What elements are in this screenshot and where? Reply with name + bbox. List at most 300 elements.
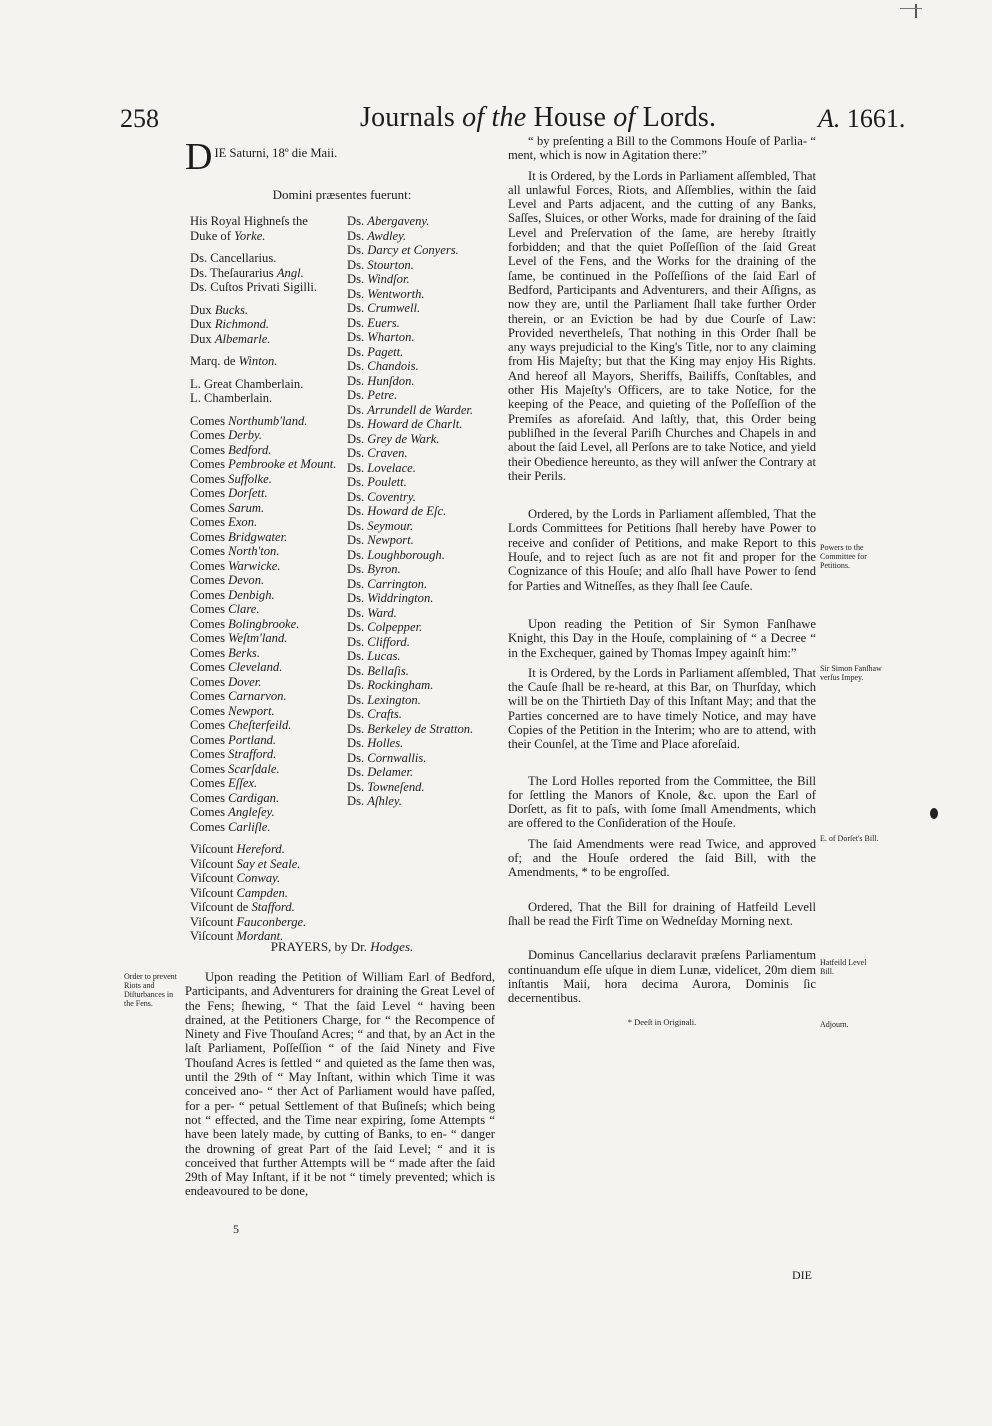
lord-title: Ds. xyxy=(347,547,368,562)
lord-seat: Angleſey. xyxy=(228,805,275,820)
lord-name xyxy=(190,704,340,719)
lord-name xyxy=(347,533,507,548)
lord-seat: Carrington. xyxy=(367,576,428,591)
lord-name xyxy=(190,559,340,574)
lord-name xyxy=(347,432,507,447)
lord-title: Duke of xyxy=(190,228,235,243)
lord-seat: Holles. xyxy=(367,736,404,751)
lord-name xyxy=(347,316,507,331)
lord-seat: Exon. xyxy=(228,515,258,530)
petition-continuation: “ by preſenting a Bill to the Commons Houſe of Parlia- “ ment, which is now in Agitation there:” xyxy=(508,134,816,163)
lord-seat: Delamer. xyxy=(367,765,414,780)
lord-name xyxy=(190,303,340,318)
prayers-by: by Dr. xyxy=(331,939,371,954)
lord-seat: Newport. xyxy=(367,533,414,548)
lord-seat: Cardigan. xyxy=(228,790,280,805)
lord-title: Ds. Theſaurarius xyxy=(190,265,277,280)
lord-name xyxy=(190,776,340,791)
running-title-part: of the xyxy=(462,102,527,133)
lord-title: Comes xyxy=(190,631,229,646)
petition-fanshawe: Upon reading the Petition of Sir Symon Fanſhawe Knight, this Day in the Houſe, complaining of “ a Decree “ in the Exchequer, gained by Thomas Impey againſt him:” xyxy=(508,616,816,660)
lord-name xyxy=(190,280,340,295)
lord-seat: North'ton. xyxy=(228,544,280,559)
lord-name xyxy=(190,317,340,332)
lord-name xyxy=(190,588,340,603)
lord-seat: Coventry. xyxy=(367,489,416,504)
lord-title: Comes xyxy=(190,587,229,602)
lord-title: Ds. xyxy=(347,315,368,330)
lord-name xyxy=(190,857,340,872)
lord-seat: Carnarvon. xyxy=(228,689,287,704)
lord-title: Ds. xyxy=(347,663,368,678)
lord-title: Ds. xyxy=(347,562,368,577)
lord-name xyxy=(190,675,340,690)
lord-name xyxy=(190,443,340,458)
lord-seat: Richmond. xyxy=(214,317,270,332)
lord-name xyxy=(347,330,507,345)
lord-title: Dux xyxy=(190,331,215,346)
running-title-part: Journals xyxy=(360,102,455,133)
running-title-part: of xyxy=(613,102,636,133)
lord-title: Comes xyxy=(190,413,229,428)
lord-seat: Albemarle. xyxy=(214,331,271,346)
lord-name xyxy=(347,243,507,258)
prayers-officiant: Hodges. xyxy=(370,939,414,954)
lord-name xyxy=(347,519,507,534)
lord-title: Ds. xyxy=(347,460,368,475)
lord-name xyxy=(347,736,507,751)
page-edge-mark xyxy=(915,4,917,18)
margin-note-dorset: E. of Dorſet's Bill. xyxy=(820,834,879,843)
lord-seat: Euers. xyxy=(367,315,400,330)
lord-seat: Bellaſis. xyxy=(367,663,409,678)
lord-seat: Angl. xyxy=(276,265,304,280)
lord-name xyxy=(347,388,507,403)
lord-seat: Aſhley. xyxy=(367,794,402,809)
lord-title: Ds. xyxy=(347,402,368,417)
lord-seat: Conway. xyxy=(236,871,281,886)
lord-title: Viſcount xyxy=(190,929,237,944)
lord-title: Ds. xyxy=(347,605,368,620)
lord-seat: Crumwell. xyxy=(367,301,421,316)
left-column xyxy=(185,136,499,944)
report-knole-bill: The Lord Holles reported from the Committee, the Bill for ſettling the Manors of Knole, &c. upon the Earl of Dorſett, as fit to paſs, with ſome ſmall Amendments, which are offered to the Conſideration of the Houſe. xyxy=(508,773,816,831)
footnote: * Deeſt in Originali. xyxy=(627,1017,697,1028)
lord-name xyxy=(190,791,340,806)
lord-seat: Lexington. xyxy=(367,692,421,707)
lord-seat: Warwicke. xyxy=(228,558,281,573)
adjournment: Dominus Cancellarius declaravit præſens Parliamentum continuandum eſſe uſque in diem Lunæ, videlicet, 20m diem inſtantis Maii, hora decima Aurora, Dominis ſic decernentibus. xyxy=(508,948,816,1006)
lord-title: Ds. xyxy=(347,373,368,388)
lord-seat: Seymour. xyxy=(367,518,414,533)
lord-name xyxy=(190,486,340,501)
lord-title: Ds. xyxy=(347,475,368,490)
prayers-label: PRAYERS, xyxy=(270,939,332,954)
lord-title: Ds. xyxy=(347,214,368,229)
lord-name xyxy=(190,820,340,835)
lord-seat: Suffolke. xyxy=(228,471,272,486)
lord-name xyxy=(190,886,340,901)
lord-name xyxy=(190,457,340,472)
list-spacer xyxy=(190,295,340,303)
lord-title: Ds. xyxy=(347,359,368,374)
lord-name xyxy=(190,428,340,443)
lord-name xyxy=(347,722,507,737)
running-title xyxy=(360,102,716,134)
lord-name xyxy=(347,562,507,577)
lord-title: Ds. xyxy=(347,794,368,809)
lord-title: Ds. xyxy=(347,620,368,635)
lord-title: Comes xyxy=(190,529,229,544)
list-spacer xyxy=(190,369,340,377)
margin-note-fanshaw: Sir Simon Fanſhaw verſus Impey. xyxy=(820,664,882,682)
lord-seat: Bucks. xyxy=(214,302,249,317)
lord-title: Ds. xyxy=(347,243,368,258)
lords-list-column-b xyxy=(347,214,507,809)
lord-seat: Colpepper. xyxy=(367,620,423,635)
lord-name xyxy=(190,842,340,857)
list-spacer xyxy=(190,243,340,251)
lord-name xyxy=(347,446,507,461)
lord-seat: Cheſterfeild. xyxy=(228,718,292,733)
lord-title: Ds. xyxy=(347,257,368,272)
lord-seat: Carliſle. xyxy=(228,819,271,834)
lord-title: Viſcount xyxy=(190,885,237,900)
lord-title: Comes xyxy=(190,776,229,791)
year-prefix: A. xyxy=(818,104,841,133)
lord-title: Comes xyxy=(190,732,229,747)
lord-title: Comes xyxy=(190,471,229,486)
year-value: 1661. xyxy=(846,104,906,133)
lord-name xyxy=(347,461,507,476)
lord-title: Ds. xyxy=(347,533,368,548)
lord-name xyxy=(190,530,340,545)
lord-seat: Wharton. xyxy=(367,330,415,345)
lord-seat: Northumb'land. xyxy=(228,413,308,428)
page-number: 258 xyxy=(120,104,159,133)
lord-title: Ds. Cancellarius. xyxy=(190,251,277,266)
lord-seat: Stourton. xyxy=(367,257,414,272)
lord-title: Viſcount xyxy=(190,871,237,886)
lord-seat: Derby. xyxy=(228,428,263,443)
margin-note-powers: Powers to the Committee for Petitions. xyxy=(820,543,867,570)
list-spacer xyxy=(190,834,340,842)
lord-seat: Lucas. xyxy=(367,649,401,664)
margin-note-riots: Order to prevent Riots and Diſturbances in the Fens. xyxy=(124,972,177,1008)
lord-name xyxy=(190,266,340,281)
lord-title: Comes xyxy=(190,486,229,501)
lord-title: Comes xyxy=(190,544,229,559)
lord-title: Comes xyxy=(190,718,229,733)
lord-name xyxy=(190,646,340,661)
lord-name xyxy=(347,374,507,389)
lord-title: Comes xyxy=(190,558,229,573)
lord-name xyxy=(190,871,340,886)
lord-seat: Awdley. xyxy=(367,228,407,243)
lord-title: Comes xyxy=(190,747,229,762)
lord-name xyxy=(347,214,507,229)
lord-name xyxy=(190,573,340,588)
lord-title: L. Chamberlain. xyxy=(190,391,273,406)
lord-seat: Widdrington. xyxy=(367,591,434,606)
lord-title: Ds. xyxy=(347,344,368,359)
lord-seat: Hunſdon. xyxy=(367,373,415,388)
lord-name xyxy=(347,490,507,505)
lord-name xyxy=(190,617,340,632)
lord-title: Ds. xyxy=(347,678,368,693)
lord-name xyxy=(190,602,340,617)
lord-seat: Scarſdale. xyxy=(228,761,280,776)
lord-seat: Fauconberge. xyxy=(236,914,307,929)
lord-title: Ds. xyxy=(347,228,368,243)
lord-seat: Towneſend. xyxy=(367,779,425,794)
lord-title: Viſcount de xyxy=(190,900,252,915)
lord-seat: Say et Seale. xyxy=(236,856,301,871)
lord-seat: Dover. xyxy=(228,674,262,689)
lords-present-heading: Domini præsentes fuerunt: xyxy=(272,187,412,202)
date-line: IE Saturni, 18º die Maii. xyxy=(214,146,338,160)
lord-name xyxy=(347,301,507,316)
lord-seat: Sarum. xyxy=(228,500,265,515)
lord-name xyxy=(347,287,507,302)
lord-name xyxy=(347,794,507,809)
lord-name xyxy=(190,915,340,930)
lord-seat: Weſtm'land. xyxy=(228,631,288,646)
lord-title: Ds. xyxy=(347,388,368,403)
lord-seat: Wentworth. xyxy=(367,286,425,301)
lord-title: Marq. de xyxy=(190,354,239,369)
petition-bedford: Upon reading the Petition of William Earl of Bedford, Participants, and Adventurers for draining the Great Level of the Fens; ſhewing, “ That the ſaid Level “ having been drained, at the Petitioners Charge, for “ the Recompence of Ninety and Five Thouſand Acres; “ and that, by an Act in the laſt Parliament, Poſſeſſion “ of the ſaid Ninety and Five Thouſand Acres is ſettled “ and quieted as the ſame then was, until the 29th of “ May Inſtant, within which Time it was conceived ano- “ ther Act of Parliament would have paſſed, for a per- “ petual Settlement of that Buſineſs; which being not “ effected, and the Time near expiring, ſome Attempts “ have been lately made, by cutting of Banks, to en- “ danger the drowning of great Part of the ſaid Level; “ and it is conceived that further Attempts will be “ made after the ſaid 29th of May Inſtant, if it be not “ timely prevented; which is endeavoured to be done, xyxy=(185,970,495,1199)
lord-seat: Mordant. xyxy=(236,929,284,944)
lord-seat: Clare. xyxy=(228,602,260,617)
lord-seat: Howard de Eſc. xyxy=(367,504,447,519)
lord-seat: Clifford. xyxy=(367,634,410,649)
lord-title: Ds. xyxy=(347,779,368,794)
lord-name xyxy=(347,649,507,664)
running-title-part: House xyxy=(533,102,607,133)
lord-name xyxy=(190,354,340,369)
lord-seat: Grey de Wark. xyxy=(367,431,440,446)
lord-name xyxy=(347,504,507,519)
lord-seat: Bolingbrooke. xyxy=(228,616,300,631)
lord-seat: Rockingham. xyxy=(367,678,434,693)
lord-name xyxy=(190,214,340,229)
lord-title: Ds. xyxy=(347,707,368,722)
lord-name xyxy=(190,391,340,406)
lord-name xyxy=(190,544,340,559)
lord-name xyxy=(190,689,340,704)
lord-seat: Hereford. xyxy=(236,842,285,857)
lord-seat: Pagett. xyxy=(367,344,404,359)
lord-title: Ds. xyxy=(347,649,368,664)
lord-title: Ds. xyxy=(347,721,368,736)
right-column xyxy=(508,134,816,1030)
lord-title: Comes xyxy=(190,674,229,689)
lord-title: Comes xyxy=(190,703,229,718)
margin-note-hatfeild: Hatfeild Level Bill. xyxy=(820,958,867,976)
lord-title: Comes xyxy=(190,573,229,588)
lord-title: Ds. xyxy=(347,765,368,780)
lord-seat: Craven. xyxy=(367,446,408,461)
lord-title: Ds. xyxy=(347,330,368,345)
order-committee-petitions: Ordered, by the Lords in Parliament aſſembled, That the Lords Committees for Petitions ſhall hereby have Power to receive and conſider of Petitions, and make Report to this Houſe, and to reject ſuch as are not fit and proper for the Cognizance of this Houſe; and alſo ſhall have Power to ſend for Parties and Witneſſes, as they ſhall ſee Cauſe. xyxy=(508,507,816,593)
lord-title: Comes xyxy=(190,616,229,631)
lord-title: Viſcount xyxy=(190,914,237,929)
lord-title: Comes xyxy=(190,442,229,457)
lord-name xyxy=(347,359,507,374)
lord-name xyxy=(347,272,507,287)
lord-title: Comes xyxy=(190,602,229,617)
lord-title: Comes xyxy=(190,805,229,820)
lord-title: Ds. xyxy=(347,489,368,504)
lord-seat: Poulett. xyxy=(367,475,407,490)
lord-seat: Strafford. xyxy=(228,747,277,762)
lord-name xyxy=(190,251,340,266)
lord-title: Comes xyxy=(190,500,229,515)
lord-name xyxy=(190,229,340,244)
lord-name xyxy=(347,678,507,693)
drop-cap: D xyxy=(185,136,213,178)
lord-title: Viſcount xyxy=(190,856,237,871)
lord-title: Ds. xyxy=(347,417,368,432)
lord-name xyxy=(190,718,340,733)
lord-title: Comes xyxy=(190,761,229,776)
lords-list-column-a xyxy=(190,214,340,944)
page-edge-mark xyxy=(900,8,922,9)
lord-title: Ds. xyxy=(347,431,368,446)
lord-seat: Chandois. xyxy=(367,359,419,374)
lord-seat: Denbigh. xyxy=(228,587,275,602)
lord-name xyxy=(347,765,507,780)
lord-seat: Bedford. xyxy=(228,442,272,457)
lord-seat: Stafford. xyxy=(251,900,295,915)
lord-title: Ds. xyxy=(347,286,368,301)
lord-seat: Windſor. xyxy=(367,272,410,287)
ink-blot xyxy=(930,808,938,819)
lord-title: Dux xyxy=(190,302,215,317)
lord-name xyxy=(347,693,507,708)
lord-name xyxy=(347,620,507,635)
lord-title: Dux xyxy=(190,317,215,332)
lord-name xyxy=(190,515,340,530)
lord-seat: Abergaveny. xyxy=(367,214,430,229)
lord-name xyxy=(347,258,507,273)
lord-name xyxy=(190,805,340,820)
order-fens: It is Ordered, by the Lords in Parliament aſſembled, That all unlawful Forces, Riots, and Aſſemblies, within the ſaid Level and Parts adjacent, and the cutting of any Banks, Saſſes, Sluices, or other Works, made for draining of the ſaid Level and Preſervation of the ſame, are hereby ſtraitly forbidden; and that the quiet Poſſeſſion of the ſaid Great Level of the Fens, and the Works for the draining of the ſame, be continued in the Poſſeſſions of the ſaid Earl of Bedford, Participants and Adventurers, and their Aſſigns, as now they are, until the Parliament ſhall take further Order therein, or an Eviction be had by due Courſe of Law: Provided nevertheleſs, That nothing in this Order ſhall be any ways prejudicial to the King's Title, nor to any claiming from His Majeſty; but that the King may enjoy His Rights. And hereof all Mayors, Sheriffs, Bailiffs, Conſtables, and other His Majeſty's Officers, are to take Notice, for the keeping of the Peace, and quieting of the Poſſeſſion of the Premiſes as aforeſaid. And laſtly, that, this Order being publiſhed in the ſeveral Pariſh Churches and Chapels in and about the ſaid Level, all Perſons are to take Notice, and yield their Obedience hereunto, as they will anſwer the Contrary at their Perils. xyxy=(508,168,816,483)
lord-name xyxy=(347,606,507,621)
lord-name xyxy=(347,417,507,432)
lord-name xyxy=(190,762,340,777)
lord-title: Ds. xyxy=(347,736,368,751)
lord-name xyxy=(190,631,340,646)
lord-name xyxy=(347,577,507,592)
lord-title: Ds. xyxy=(347,446,368,461)
lord-title: L. Great Chamberlain. xyxy=(190,376,304,391)
running-year xyxy=(818,104,905,134)
lord-seat: Cleveland. xyxy=(228,660,283,675)
date-heading xyxy=(185,136,499,178)
lord-title: Comes xyxy=(190,660,229,675)
lord-title: Ds. xyxy=(347,591,368,606)
lord-name xyxy=(190,377,340,392)
lord-seat: Newport. xyxy=(228,703,275,718)
catchword: DIE xyxy=(792,1268,812,1282)
lord-name xyxy=(190,472,340,487)
running-title-part: Lords. xyxy=(642,102,717,133)
lord-seat: Loughborough. xyxy=(367,547,445,562)
lord-title: Ds. xyxy=(347,576,368,591)
lord-name xyxy=(347,591,507,606)
lord-seat: Yorke. xyxy=(234,228,266,243)
lord-name xyxy=(347,635,507,650)
lord-seat: Petre. xyxy=(367,388,398,403)
lord-name xyxy=(347,475,507,490)
lord-name xyxy=(347,403,507,418)
lord-seat: Ward. xyxy=(367,605,397,620)
lord-seat: Cornwallis. xyxy=(367,750,427,765)
order-rehearing: It is Ordered, by the Lords in Parliament aſſembled, That the Cauſe ſhall be re-heard, at this Bar, on Thurſday, which will be on the Thirtieth Day of this Inſtant May; and that the Parties concerned are to have timely Notice, and may have Copies of the Petition in the Interim; who are to attend, with their Counſel, at the Time and Place aforeſaid. xyxy=(508,665,816,752)
lord-title: Ds. xyxy=(347,518,368,533)
lord-seat: Darcy et Conyers. xyxy=(367,243,459,258)
lord-name xyxy=(190,747,340,762)
lord-title: Ds. Cuſtos Privati Sigilli. xyxy=(190,280,318,295)
lord-name xyxy=(190,501,340,516)
lord-name xyxy=(347,780,507,795)
lord-title: Comes xyxy=(190,645,229,660)
lord-name xyxy=(347,664,507,679)
list-spacer xyxy=(190,406,340,414)
lord-seat: Bridgwater. xyxy=(228,529,288,544)
lord-name xyxy=(190,900,340,915)
lord-seat: Lovelace. xyxy=(367,460,416,475)
lord-seat: Berks. xyxy=(228,645,260,660)
lord-seat: Byron. xyxy=(367,562,401,577)
lord-seat: Berkeley de Stratton. xyxy=(367,721,474,736)
lord-name xyxy=(190,660,340,675)
lord-name xyxy=(347,345,507,360)
lord-seat: Portland. xyxy=(228,732,277,747)
lord-name xyxy=(347,229,507,244)
amendments-read: The ſaid Amendments were read Twice, and approved of; and the Houſe ordered the ſaid Bill, with the Amendments, * to be engroſſed. xyxy=(508,836,816,880)
order-hatfeild-bill: Ordered, That the Bill for draining of Hatfeild Levell ſhall be read the Firſt Time on Wedneſday Morning next. xyxy=(508,899,816,928)
lord-title: His Royal Highneſs the xyxy=(190,214,308,229)
lord-seat: Crafts. xyxy=(367,707,402,722)
lord-name xyxy=(190,332,340,347)
lord-title: Ds. xyxy=(347,634,368,649)
lords-present-list xyxy=(185,214,499,944)
lord-seat: Winton. xyxy=(238,354,278,369)
lord-title: Viſcount xyxy=(190,842,237,857)
lord-seat: Eſſex. xyxy=(228,776,258,791)
lord-title: Comes xyxy=(190,428,229,443)
margin-note-adjourn: Adjourn. xyxy=(820,1020,849,1029)
lord-title: Ds. xyxy=(347,504,368,519)
lord-seat: Pembrooke et Mount. xyxy=(228,457,337,472)
lord-name xyxy=(347,548,507,563)
lord-name xyxy=(347,707,507,722)
lord-seat: Devon. xyxy=(228,573,265,588)
lord-title: Ds. xyxy=(347,301,368,316)
lord-seat: Campden. xyxy=(236,885,288,900)
lord-name xyxy=(190,733,340,748)
lord-title: Ds. xyxy=(347,750,368,765)
lord-title: Comes xyxy=(190,819,229,834)
lord-seat: Howard de Charlt. xyxy=(367,417,463,432)
signature-mark: 5 xyxy=(233,1222,239,1236)
prayers-line xyxy=(185,932,499,966)
lord-title: Comes xyxy=(190,457,229,472)
lord-title: Comes xyxy=(190,689,229,704)
